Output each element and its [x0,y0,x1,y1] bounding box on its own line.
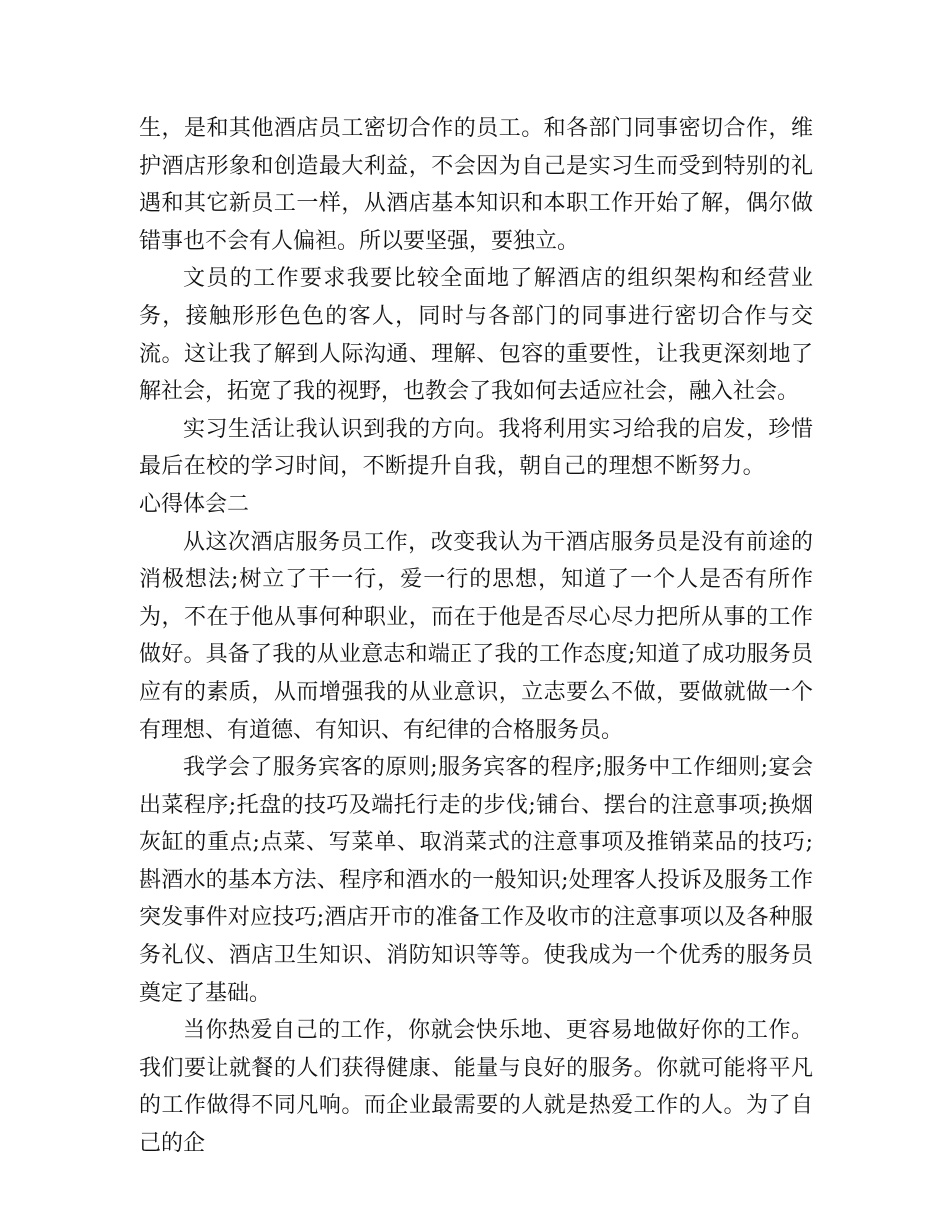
section-heading: 心得体会二 [139,491,250,517]
paragraph-3-text: 实习生活让我认识到我的方向。我将利用实习给我的启发，珍惜最后在校的学习时间，不断提升自我，朝自己的理想不断努力。 [139,416,813,480]
paragraph-2 [139,260,813,410]
paragraph-1-text: 生，是和其他酒店员工密切合作的员工。和各部门同事密切合作，维护酒店形象和创造最大利益，不会因为自己是实习生而受到特别的礼遇和其它新员工一样，从酒店基本知识和本职工作开始了解，偶尔做错事也不会有人偏袒。所以要坚强，要独立。 [139,116,813,254]
paragraph-5 [139,749,813,1012]
paragraph-5-text: 我学会了服务宾客的原则;服务宾客的程序;服务中工作细则;宴会出菜程序;托盘的技巧及端托行走的步伐;铺台、摆台的注意事项;换烟灰缸的重点;点菜、写菜单、取消菜式的注意事项及推销菜品的技巧;斟酒水的基本方法、程序和酒水的一般知识;处理客人投诉及服务工作突发事件对应技巧;酒店开市的准备工作及收市的注意事项以及各种服务礼仪、酒店卫生知识、消防知识等等。使我成为一个优秀的服务员奠定了基础。 [139,755,813,1006]
paragraph-4 [139,524,813,750]
paragraph-3 [139,411,813,524]
paragraph-1 [139,110,813,260]
paragraph-6 [139,1012,813,1162]
paragraph-2-text: 文员的工作要求我要比较全面地了解酒店的组织架构和经营业务，接触形形色色的客人，同时与各部门的同事进行密切合作与交流。这让我了解到人际沟通、理解、包容的重要性，让我更深刻地了解社会，拓宽了我的视野，也教会了我如何去适应社会，融入社会。 [139,266,813,405]
paragraph-4-text: 从这次酒店服务员工作，改变我认为干酒店服务员是没有前途的消极想法;树立了干一行，爱一行的思想，知道了一个人是否有所作为，不在于他从事何种职业，而在于他是否尽心尽力把所从事的工作做好。具备了我的从业意志和端正了我的工作态度;知道了成功服务员应有的素质，从而增强我的从业意识，立志要么不做，要做就做一个有理想、有道德、有知识、有纪律的合格服务员。 [139,529,813,743]
document-body [139,110,813,1163]
paragraph-6-text: 当你热爱自己的工作，你就会快乐地、更容易地做好你的工作。我们要让就餐的人们获得健康、能量与良好的服务。你就可能将平凡的工作做得不同凡响。而企业最需要的人就是热爱工作的人。为了自己的企 [139,1018,813,1157]
